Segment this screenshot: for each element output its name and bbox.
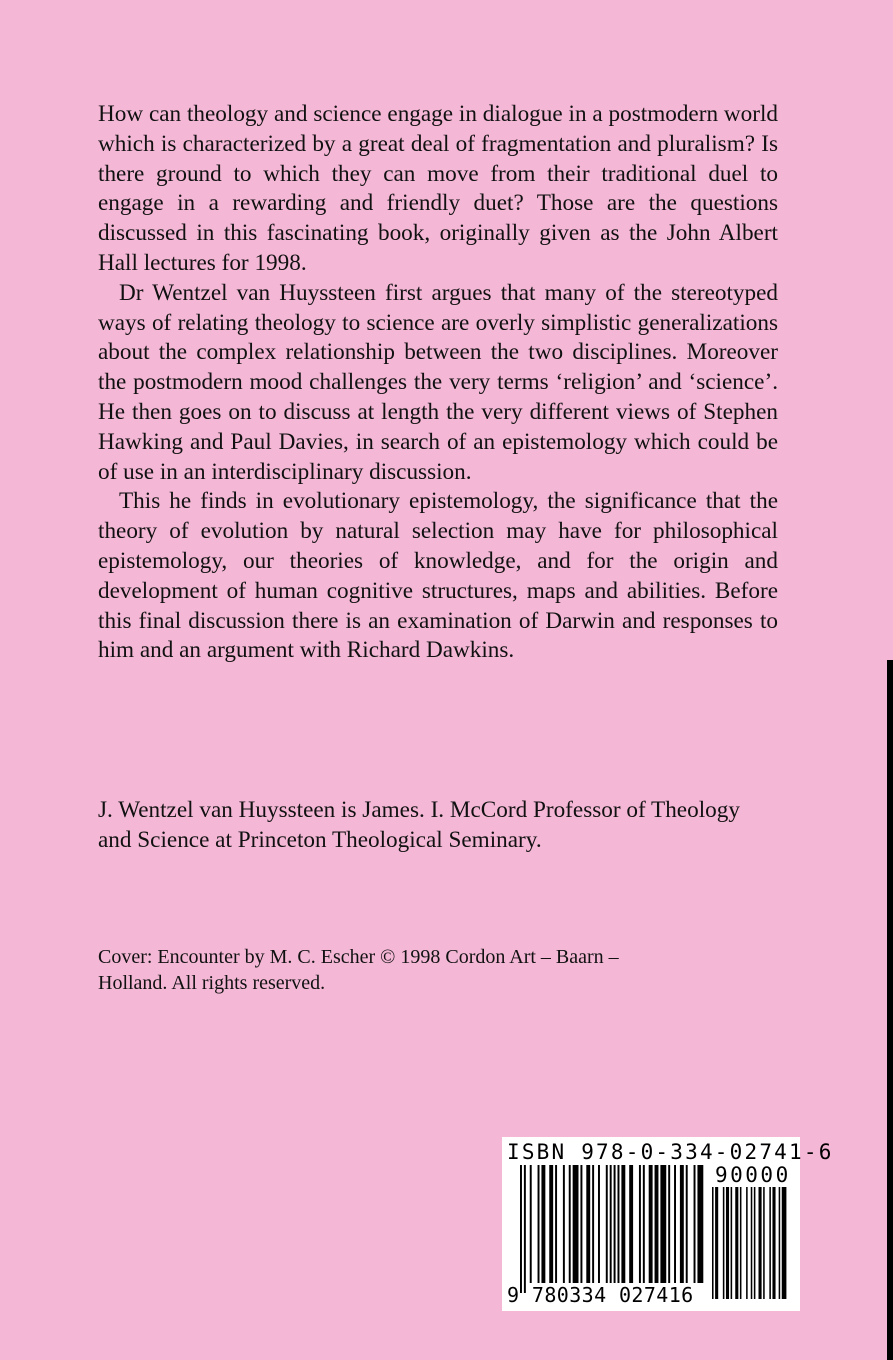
barcode-bar (751, 1187, 753, 1299)
barcode-bar (549, 1165, 553, 1283)
isbn-text: ISBN 978-0-334-02741-6 (507, 1140, 834, 1164)
barcode-bar (618, 1165, 620, 1283)
barcode-bar (563, 1165, 565, 1283)
barcode-bar (639, 1165, 641, 1283)
barcode-bar (621, 1165, 625, 1283)
cover-credit-line-2: Holland. All rights reserved. (98, 972, 326, 994)
blurb-paragraph-2: Dr Wentzel van Huyssteen first argues that many of the stereotyped ways of relating theology to science are overly simplistic generalizations about the complex relationship between the two disciplines. Moreover the postmodern mood challenges the very terms ‘religion’ and ‘science’. He then goes on to discuss at length the very different views of Stephen Hawking and Paul Davies, in search of an epistemology which could be of use in an interdisciplinary discussion. (98, 279, 778, 485)
barcode-bar (686, 1165, 688, 1283)
barcode-bar (520, 1165, 522, 1293)
barcode-bar (779, 1187, 781, 1299)
barcode-bar (697, 1165, 703, 1283)
blurb-paragraph-3: This he finds in evolutionary epistemology, the significance that the theory of evolution by natural selection may have for philosophical epistemology, our theories of knowledge, and for the origin and development of human cognitive structures, maps and abilities. Before this final discussion there is an examination of Darwin and responses to him and an argument with Richard Dawkins. (98, 488, 778, 664)
barcode-bar (723, 1187, 725, 1299)
barcode-bar (555, 1165, 557, 1283)
barcode-bar (538, 1165, 540, 1283)
blurb-paragraph-1: How can theology and science engage in dialogue in a postmodern world which is characterized by a great deal of fragmentation and pluralism? Is there ground to which they can move from their traditional duel to engage in a rewarding and friendly duet? Those are the questions discussed in this fascinating book, originally given as the John Albert Hall lectures for 1998. (98, 101, 778, 276)
barcode-bar (759, 1187, 762, 1299)
barcode-bar (649, 1165, 653, 1283)
barcode-bar (731, 1187, 733, 1299)
barcode-bar (660, 1165, 666, 1283)
barcode-bar (694, 1165, 696, 1283)
barcode-bar (655, 1165, 659, 1283)
ean-digits-text: 9 780334 027416 (507, 1283, 694, 1307)
barcode-bar (606, 1165, 608, 1283)
author-bio: J. Wentzel van Huyssteen is James. I. McCord Professor of Theology and Science at Princeton Theological Seminary. (98, 797, 740, 853)
barcode-bar (530, 1165, 532, 1283)
addon-barcode-bars (712, 1187, 796, 1299)
barcode-bar (668, 1165, 670, 1283)
barcode-bar (712, 1187, 714, 1299)
cover-credit-line-1: Cover: Encounter by M. C. Escher © 1998 Cordon Art – Baarn – (98, 946, 619, 968)
barcode-bar (769, 1187, 771, 1299)
barcode-bar (580, 1165, 582, 1283)
barcode-bar (569, 1165, 571, 1283)
barcode-bar (598, 1165, 600, 1283)
barcode-bar (746, 1187, 748, 1299)
barcode-bar (614, 1165, 616, 1283)
barcode-bar (754, 1187, 756, 1299)
cover-credit (98, 944, 798, 996)
barcode-bar (629, 1165, 633, 1283)
barcode-bar (643, 1165, 645, 1283)
barcode-bar (740, 1187, 742, 1299)
barcode-bar (772, 1187, 775, 1299)
barcode-bar (763, 1187, 765, 1299)
barcode-bar (782, 1187, 787, 1299)
barcode-bar (541, 1165, 545, 1283)
barcode-bar (592, 1165, 594, 1283)
barcode-bar (680, 1165, 684, 1283)
barcode-bar (573, 1165, 579, 1283)
price-code-text: 90000 (715, 1163, 791, 1187)
barcode-bar (726, 1187, 729, 1299)
barcode-bar (674, 1165, 676, 1283)
back-cover-blurb (98, 100, 778, 666)
barcode-bar (524, 1165, 526, 1293)
spine-edge-rule (887, 660, 893, 1360)
barcode-bar (610, 1165, 612, 1283)
barcode-bar (586, 1165, 590, 1283)
barcode-bar (735, 1187, 738, 1299)
barcode-bar (715, 1187, 718, 1299)
ean-barcode-bars (520, 1165, 706, 1293)
